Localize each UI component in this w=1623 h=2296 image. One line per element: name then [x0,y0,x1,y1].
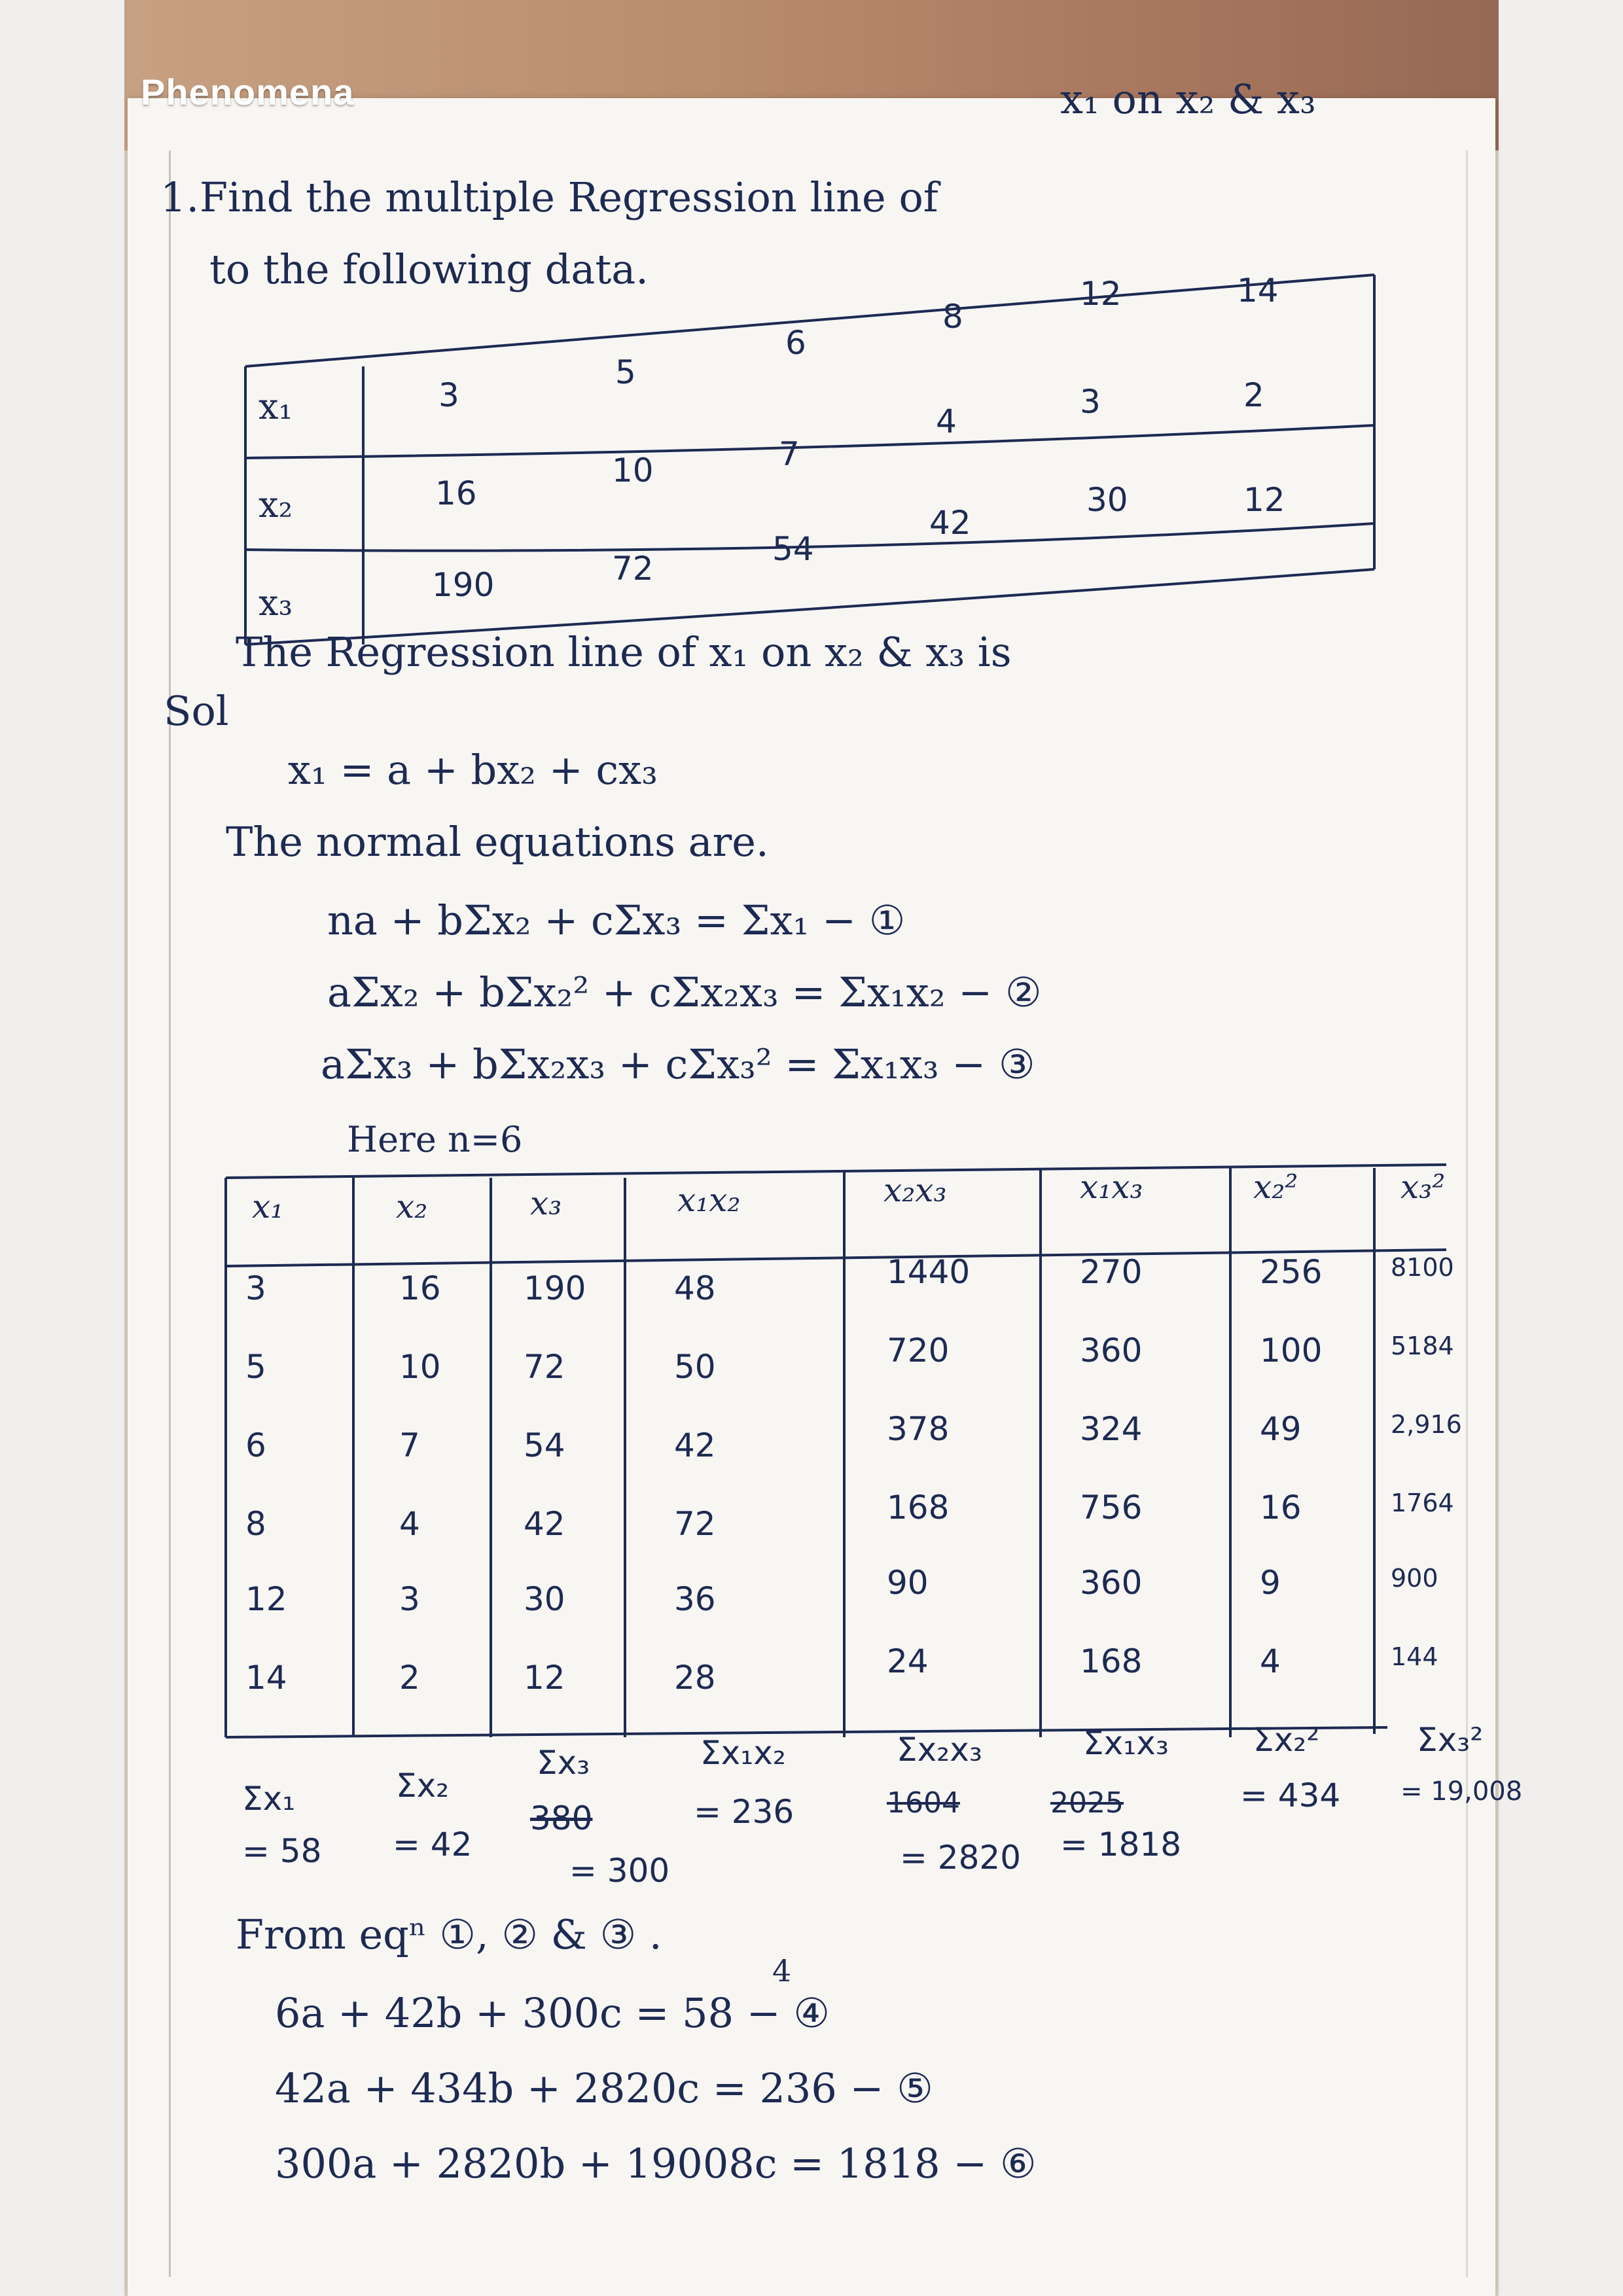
calc-cell: 4 [399,1505,420,1543]
sum-value: = 42 [393,1826,473,1863]
calc-cell: 256 [1260,1253,1323,1291]
calc-cell: 378 [887,1410,950,1448]
sum-label: Σx₂² [1253,1721,1320,1759]
sum-value: = 236 [694,1793,794,1831]
data-cell: 10 [612,451,654,489]
sum-value-struck [530,1799,592,1837]
calc-cell: 1764 [1391,1489,1454,1517]
calc-header-x1: x₁ [252,1188,284,1226]
calc-cell: 50 [674,1348,716,1386]
sum-label: Σx₁x₂ [700,1734,786,1772]
calc-cell: 270 [1080,1253,1143,1291]
calc-cell: 5 [245,1348,266,1386]
calc-header-x2sq: x₂² [1253,1168,1298,1206]
calc-cell: 168 [887,1489,950,1527]
data-row-label-x1: x₁ [259,386,293,427]
solution-marker: Sol [164,687,229,735]
calc-cell: 10 [399,1348,441,1386]
calc-cell: 54 [524,1426,565,1464]
calc-cell: 144 [1391,1642,1438,1671]
sum-value: = 300 [569,1852,670,1890]
calc-cell: 756 [1080,1489,1143,1527]
sum-value: = 434 [1240,1776,1341,1814]
calc-header-x1x3: x₁x₃ [1080,1168,1143,1206]
normal-equation-3: aΣx₃ + bΣx₂x₃ + cΣx₃² = Σx₁x₃ − ③ [321,1040,1035,1088]
calc-cell: 100 [1260,1332,1323,1369]
struck-value: 380 [530,1799,593,1837]
calc-cell: 30 [524,1580,565,1618]
sum-value: = 19,008 [1400,1776,1523,1807]
sum-value: = 2820 [900,1839,1022,1877]
data-cell: 6 [785,324,806,362]
calc-cell: 16 [1260,1489,1302,1527]
calc-cell: 72 [524,1348,565,1386]
superscript-correction: 4 [772,1953,792,1988]
data-cell: 190 [432,566,495,604]
sum-value-struck [887,1786,960,1820]
question-line-1-right: x₁ on x₂ & x₃ [1060,75,1316,123]
data-cell: 42 [929,504,971,542]
calc-cell: 90 [887,1564,929,1602]
final-equation-5: 42a + 434b + 2820c = 236 − ⑤ [275,2064,933,2112]
calc-cell: 7 [399,1426,420,1464]
sum-label: Σx₁x₃ [1083,1724,1169,1762]
calc-cell: 14 [245,1659,287,1697]
calc-cell: 900 [1391,1564,1438,1593]
data-cell: 12 [1080,275,1122,313]
calc-header-x2x3: x₂x₃ [883,1171,947,1209]
calc-cell: 12 [245,1580,287,1618]
struck-value: 2025 [1050,1786,1124,1820]
data-cell: 7 [779,435,800,473]
calc-cell: 48 [674,1269,716,1307]
regression-equation: x₁ = a + bx₂ + cx₃ [288,746,658,794]
calc-cell: 2 [399,1659,420,1697]
calc-cell: 6 [245,1426,266,1464]
data-cell: 5 [615,353,636,391]
data-row-label-x3: x₃ [259,582,293,624]
data-cell: 3 [438,376,459,414]
brand-logo: Phenomena [141,71,355,113]
final-equation-4: 6a + 42b + 300c = 58 − ④ [275,1989,830,2037]
data-cell: 3 [1080,383,1101,421]
sum-label: Σx₁ [242,1780,296,1818]
calc-cell: 324 [1080,1410,1143,1448]
here-n: Here n=6 [347,1119,523,1160]
calc-cell: 49 [1260,1410,1302,1448]
data-cell: 2 [1243,376,1264,414]
calc-cell: 3 [399,1580,420,1618]
calc-cell: 42 [524,1505,565,1543]
calc-cell: 360 [1080,1564,1143,1602]
calc-header-x2: x₂ [396,1188,428,1226]
question-line-2: to the following data. [209,245,649,293]
question-line-1: Find the multiple Regression line of [200,173,938,221]
calc-cell: 8 [245,1505,266,1543]
calc-cell: 28 [674,1659,716,1697]
data-row-label-x2: x₂ [259,484,293,525]
calc-cell: 16 [399,1269,441,1307]
normal-equations-label: The normal equations are. [226,818,769,866]
sum-value: = 58 [242,1832,322,1870]
sum-label: Σx₃ [537,1744,590,1782]
solution-line-1: The Regression line of x₁ on x₂ & x₃ is [236,628,1012,676]
data-cell: 54 [772,530,814,568]
normal-equation-1: na + bΣx₂ + cΣx₃ = Σx₁ − ① [327,896,906,944]
calc-cell: 42 [674,1426,716,1464]
calc-cell: 720 [887,1332,950,1369]
from-equations-line: From eqⁿ ①, ② & ③ . [236,1911,662,1958]
calc-cell: 24 [887,1642,929,1680]
calc-cell: 190 [524,1269,586,1307]
data-cell: 30 [1086,481,1128,519]
normal-equation-2: aΣx₂ + bΣx₂² + cΣx₂x₃ = Σx₁x₂ − ② [327,968,1042,1016]
question-number: 1. [160,173,200,221]
calc-cell: 168 [1080,1642,1143,1680]
calc-header-x3sq: x₃² [1400,1168,1446,1206]
sum-label: Σx₂ [396,1767,450,1805]
calc-cell: 4 [1260,1642,1281,1680]
sum-label: Σx₃² [1417,1721,1484,1759]
calc-cell: 36 [674,1580,716,1618]
data-cell: 72 [612,550,654,588]
calc-header-x1x2: x₁x₂ [677,1181,741,1219]
data-cell: 8 [942,298,963,336]
calc-cell: 9 [1260,1564,1281,1602]
calc-cell: 2,916 [1391,1410,1462,1439]
calc-cell: 5184 [1391,1332,1454,1360]
data-cell: 12 [1243,481,1285,519]
data-cell: 14 [1237,272,1279,309]
calc-cell: 1440 [887,1253,971,1291]
sum-value-struck [1050,1786,1124,1820]
sum-value: = 1818 [1060,1826,1182,1863]
data-cell: 4 [936,402,957,440]
calc-header-x3: x₃ [530,1184,562,1222]
calc-cell: 3 [245,1269,266,1307]
calc-cell: 12 [524,1659,565,1697]
data-cell: 16 [435,474,477,512]
sum-label: Σx₂x₃ [897,1731,982,1769]
calc-cell: 8100 [1391,1253,1454,1282]
calc-cell: 360 [1080,1332,1143,1369]
struck-value: 1604 [887,1786,960,1820]
final-equation-6: 300a + 2820b + 19008c = 1818 − ⑥ [275,2140,1037,2187]
calc-cell: 72 [674,1505,716,1543]
